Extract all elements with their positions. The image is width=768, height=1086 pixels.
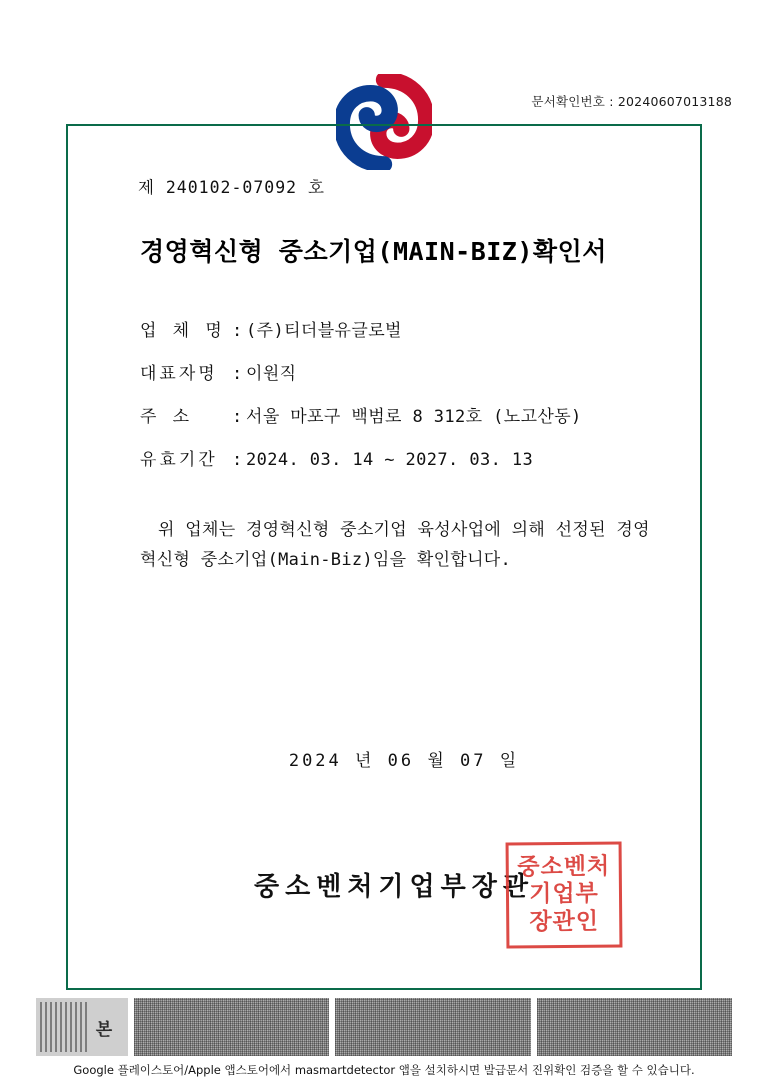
field-address-value: 서울 마포구 백범로 8 312호 (노고산동)	[246, 407, 582, 427]
certificate-issue-date: 2024 년 06 월 07 일	[288, 751, 520, 771]
field-representative-value: 이원직	[246, 364, 297, 384]
copy-mark-label: 본	[95, 1019, 113, 1040]
seal-line-1: 중소벤처	[517, 853, 611, 881]
certificate-statement: 위 업체는 경영혁신형 중소기업 육성사업에 의해 선정된 경영혁신형 중소기업(Main-Biz)임을 확인합니다.	[140, 520, 650, 570]
field-company-name-label: 업 체 명	[140, 321, 225, 341]
barcode-block-1	[134, 998, 329, 1056]
field-company-name-colon: :	[232, 321, 243, 341]
document-verification-label: 문서확인번호 :	[531, 94, 614, 109]
certificate-issuer: 중소벤처기업부장관	[253, 872, 535, 902]
certificate-fields	[140, 316, 680, 488]
certificate-title: 경영혁신형 중소기업(MAIN-BIZ)확인서	[140, 237, 607, 266]
field-validity-period-value: 2024. 03. 14 ~ 2027. 03. 13	[246, 450, 534, 470]
copy-mark-block	[36, 998, 128, 1056]
field-validity-period-colon: :	[232, 450, 243, 470]
field-address	[140, 402, 680, 427]
certificate-serial-number: 제 240102-07092 호	[138, 178, 325, 197]
seal-line-3: 장관인	[529, 908, 600, 935]
footer-verification-note: Google 플레이스토어/Apple 앱스토어에서 masmartdetector 앱을 설치하시면 발급문서 진위확인 검증을 할 수 있습니다.	[73, 1063, 695, 1077]
field-company-name-value: (주)티더블유글로벌	[246, 321, 402, 341]
field-representative-label: 대표자명	[140, 364, 218, 384]
verification-barcode-strip	[36, 998, 732, 1056]
copy-mark-pattern-icon	[40, 1002, 88, 1052]
seal-line-2: 기업부	[529, 881, 599, 908]
field-validity-period	[140, 445, 680, 470]
barcode-block-2	[335, 998, 530, 1056]
barcode-block-3	[537, 998, 732, 1056]
field-company-name	[140, 316, 680, 341]
document-verification-value: 20240607013188	[617, 94, 732, 109]
certificate-frame	[66, 124, 702, 990]
field-validity-period-label: 유효기간	[140, 450, 218, 470]
document-verification-number	[531, 92, 732, 110]
official-seal-stamp	[506, 841, 623, 948]
field-representative	[140, 359, 680, 384]
field-address-colon: :	[232, 407, 243, 427]
field-representative-colon: :	[232, 364, 243, 384]
field-address-label: 주 소	[140, 407, 193, 427]
